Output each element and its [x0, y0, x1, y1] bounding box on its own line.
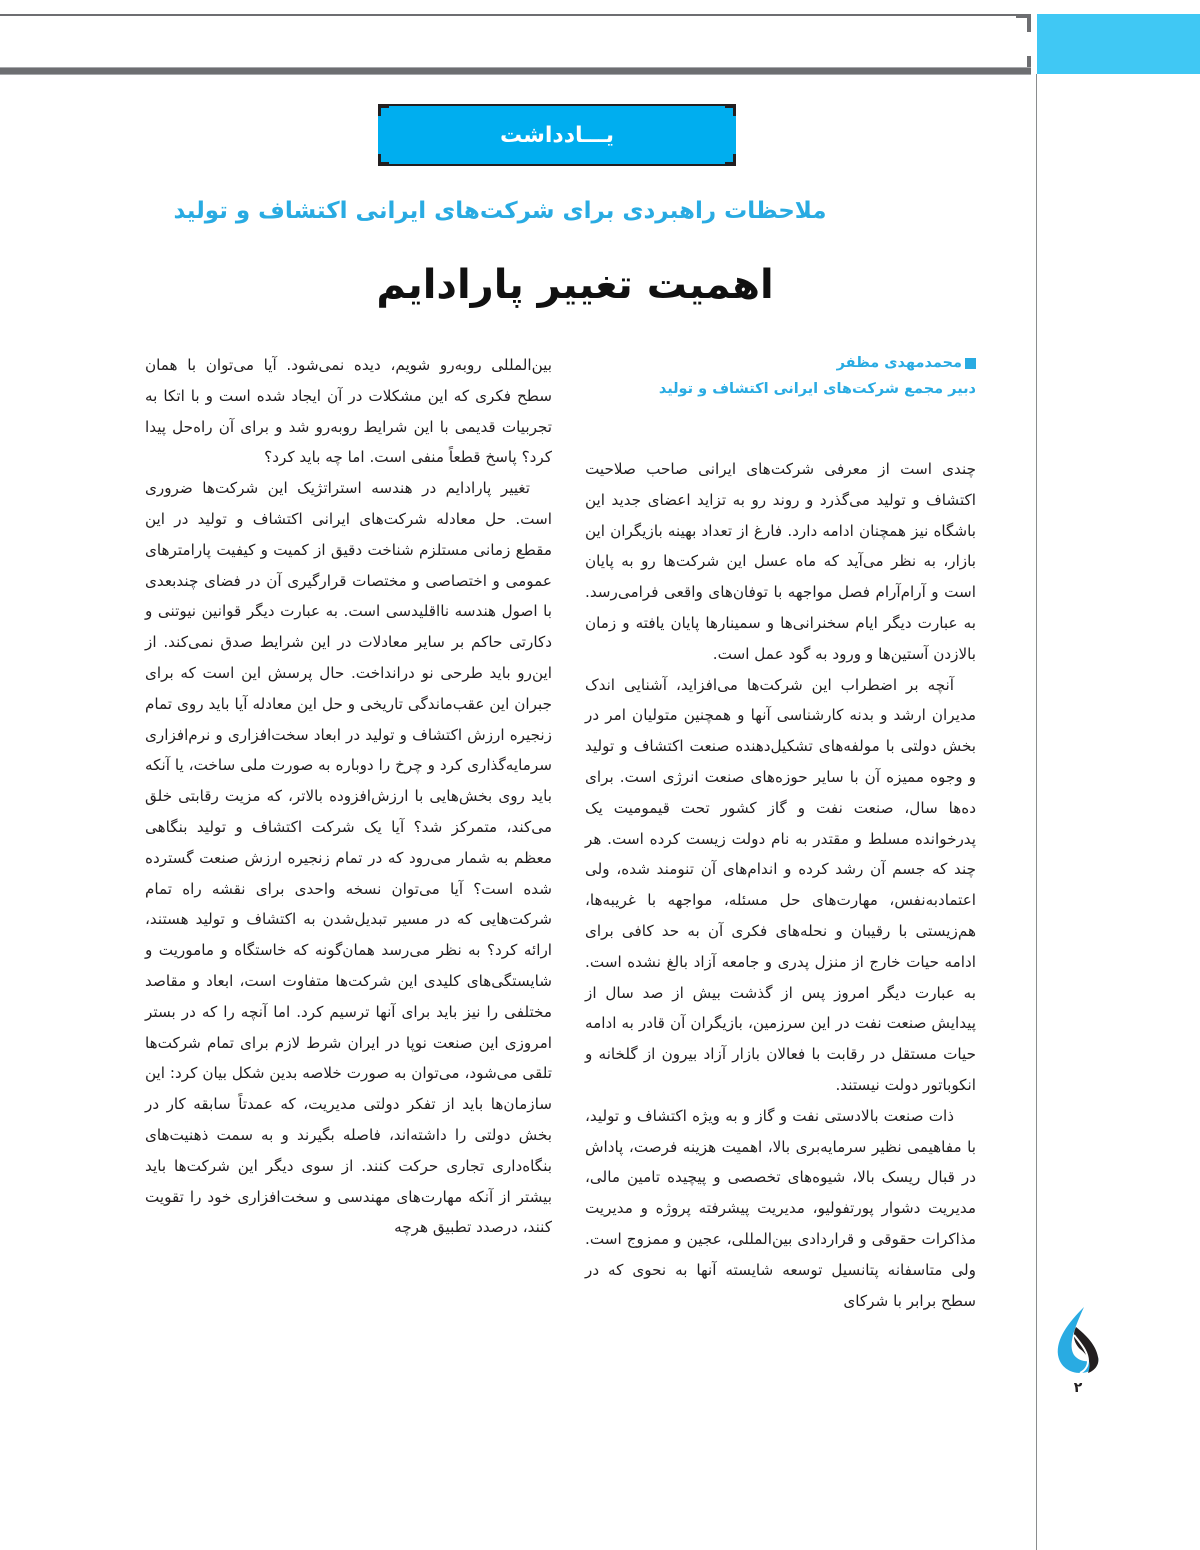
paragraph: تغییر پارادایم در هندسه استراتژیک این شرکت‌ها ضروری است. حل معادله شرکت‌های ایرانی اکتشاف و تولید در این مقطع زمانی مستلزم شناخت دقیق از کمیت و کیفیت پارامترهای عمومی و اختصاصی و مختصات قرارگیری آن در فضای چندبعدی با اصول هندسه نااقلیدسی است. به عبارت دیگر قوانین نیوتنی و دکارتی حاکم بر سایر معادلات در این شرایط صدق نمی‌کند. از این‌رو باید طرحی نو درانداخت. حال پرسش این است که برای جبران این عقب‌ماندگی تاریخی و حل این معادله آیا باید روی تمام زنجیره ارزش اکتشاف و تولید در ابعاد سخت‌افزاری و نرم‌افزاری سرمایه‌گذاری کرد و چرخ را دوباره به صورت ملی ساخت، یا آنکه باید روی بخش‌هایی با ارزش‌افزوده بالاتر، که مزیت رقابتی خلق می‌کند، متمرکز شد؟ آیا یک شرکت اکتشاف و تولید بنگاهی معظم به شمار می‌رود که در تمام زنجیره ارزش صنعت گسترده شده است؟ آیا می‌توان نسخه واحدی برای نقشه راه تمام شرکت‌هایی که در مسیر تبدیل‌شدن به اکتشاف و تولید هستند، ارائه کرد؟ به نظر می‌رسد همان‌گونه که خاستگاه و ماموریت و شایستگی‌های کلیدی این شرکت‌ها متفاوت است، ابعاد و مقاصد مختلفی را نیز باید برای آنها ترسیم کرد. اما آنچه را که در بستر امروزی این صنعت نوپا در ایران شرط لازم برای تمام شرکت‌ها تلقی می‌شود، می‌توان به صورت خلاصه بدین شکل بیان کرد: این سازمان‌ها باید از تفکر دولتی مدیریت، که عمدتاً سابقه کار در بخش دولتی را داشته‌اند، فاصله بگیرند و به سمت ذهنیت‌های بنگاه‌داری تجاری حرکت کنند. از سوی دیگر این شرکت‌ها باید بیشتر از آنکه مهارت‌های مهندسی و سخت‌افزاری خود را تقویت کنند، درصدد تطبیق هرچه — [145, 479, 552, 1237]
corner-mark — [725, 106, 736, 116]
corner-mark — [378, 154, 389, 164]
margin-divider — [1036, 74, 1037, 1550]
author-role: دبیر مجمع شرکت‌های ایرانی اکتشاف و تولید — [658, 381, 976, 397]
byline — [600, 350, 976, 402]
flame-drop-logo-icon — [1054, 1305, 1104, 1375]
paragraph: ذات صنعت بالادستی نفت و گاز و به ویژه اکتشاف و تولید، با مفاهیمی نظیر سرمایه‌بری بالا، اهمیت هزینه فرصت، پاداش در قبال ریسک بالا، شیوه‌های تخصصی و پیچیده تامین مالی، مدیریت دشوار پورتفولیو، مدیریت پیشرفته پروژه و مدیریت مذاکرات حقوقی و قراردادی بین‌المللی، عجین و ممزوج است. ولی متاسفانه پتانسیل توسعه شایسته آنها به نحوی که در سطح برابر با شرکای — [585, 1106, 976, 1310]
paragraph: چندی است از معرفی شرکت‌های ایرانی صاحب صلاحیت اکتشاف و تولید می‌گذرد و روند رو به تزاید اعضای جدید این باشگاه نیز همچنان ادامه دارد. فارغ از تعداد بهینه بازیگران این بازار، به نظر می‌آید که ماه عسل این شرکت‌ها رو به پایان است و آرام‌آرام فصل مواجهه با توفان‌های واقعی فرامی‌رسد. به عبارت دیگر ایام سخنرانی‌ها و سمینارها پایان یافته و زمان بالازدن آستین‌ها و ورود به گود عمل است. — [585, 460, 976, 663]
author-name-line — [600, 350, 976, 376]
paragraph: آنچه بر اضطراب این شرکت‌ها می‌افزاید، آشنایی اندک مدیران ارشد و بدنه کارشناسی آنها و همچنین متولیان امر در بخش دولتی با مولفه‌های تشکیل‌دهنده صنعت اکتشاف و تولید و وجوه ممیزه آن با سایر حوزه‌های صنعت انرژی است. برای ده‌ها سال، صنعت نفت و گاز کشور تحت قیمومیت یک پدرخوانده مسلط و مقتدر به نام دولت زیست کرده است. هر چند که جسم آن رشد کرده و اندام‌های آن تنومند شده، ولی اعتمادبه‌نفس، مهارت‌های حل مسئله، مواجهه با غریبه‌ها، هم‌زیستی با رقیبان و نحله‌های فکری آن به حد کافی برای ادامه حیات خارج از منزل پدری و جامعه آزاد بالغ نشده است. به عبارت دیگر امروز پس از گذشت بیش از صد سال از پیدایش صنعت نفت در این سرزمین، بازیگران آن قادر به ادامه حیات مستقل در رقابت با فعالان بازار آزاد بیرون از گلخانه و انکوباتور دولت نیستند. — [585, 675, 976, 1094]
corner-mark — [378, 106, 389, 116]
section-label — [378, 104, 736, 166]
article-column-right — [585, 454, 976, 1316]
section-label-text: یـــادداشت — [499, 122, 615, 148]
top-rule-bar — [0, 67, 1031, 75]
author-name: محمدمهدی مظفر — [836, 355, 962, 371]
article-column-left — [145, 350, 552, 1243]
top-frame — [0, 14, 1016, 71]
corner-color-tab — [1037, 14, 1200, 74]
article-headline: اهمیت تغییر پارادایم — [376, 262, 774, 308]
article-kicker: ملاحظات راهبردی برای شرکت‌های ایرانی اکتشاف و تولید — [173, 198, 827, 224]
corner-mark — [725, 154, 736, 164]
top-frame-bracket — [1016, 14, 1031, 32]
paragraph: بین‌المللی روبه‌رو شویم، دیده نمی‌شود. آیا می‌توان با همان سطح فکری که این مشکلات در آن ایجاد شده است و با اتکا به تجربیات قدیمی با این شرایط روبه‌رو شد و برای آن راه‌حل پیدا کرد؟ پاسخ قطعاً منفی است. اما چه باید کرد؟ — [145, 356, 552, 467]
square-bullet-icon — [965, 358, 976, 369]
page-number: ۲ — [1073, 1380, 1083, 1396]
